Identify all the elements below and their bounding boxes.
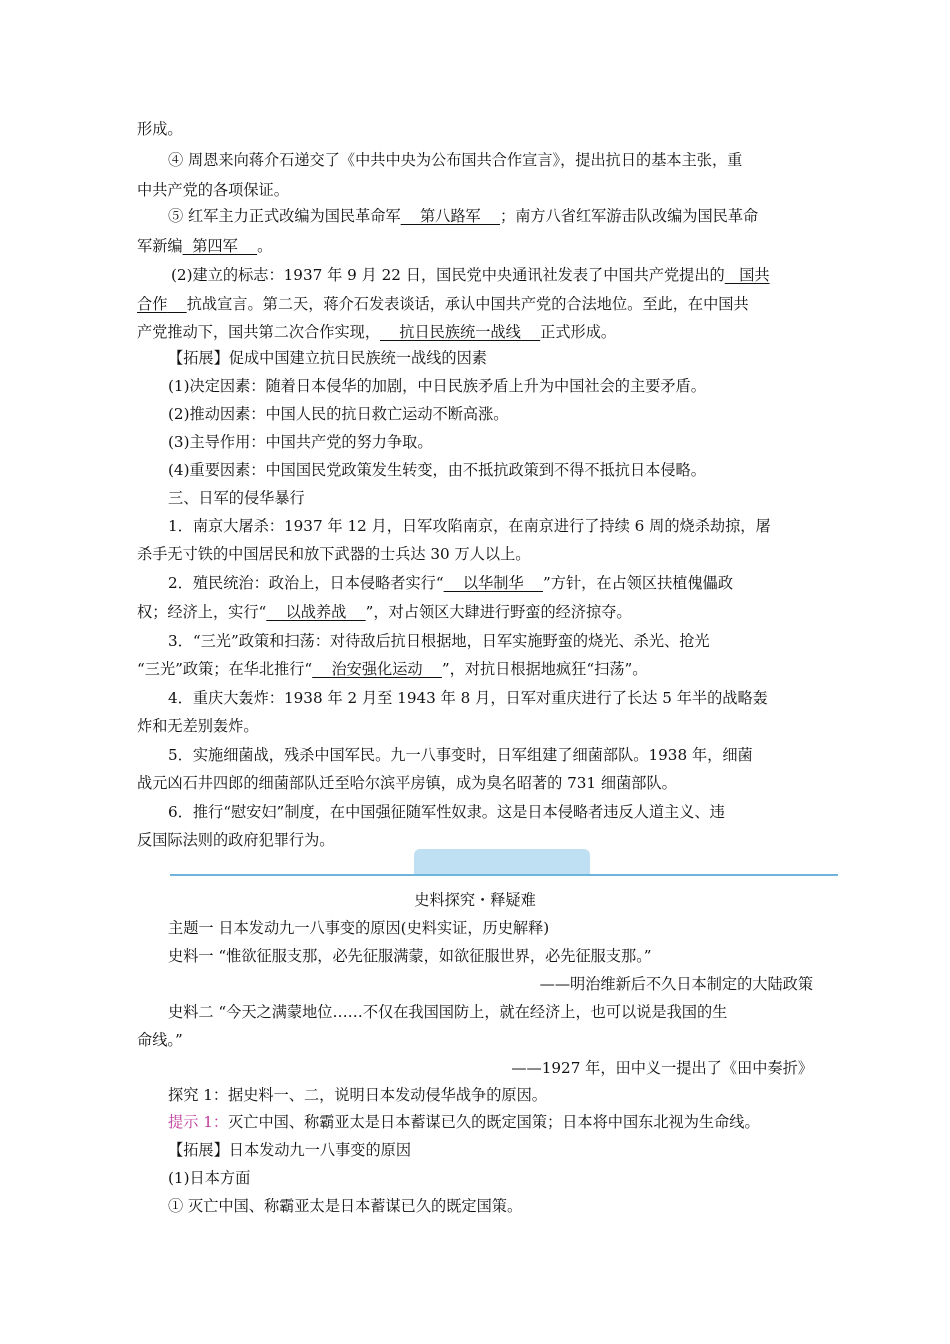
section-heading: 三、日军的侵华暴行 xyxy=(168,489,305,507)
text-line: 中共产党的各项保证。 xyxy=(137,181,289,199)
section-title: 史料探究・释疑难 xyxy=(414,891,536,909)
text-line: 反国际法则的政府犯罪行为。 xyxy=(137,831,335,849)
text-segment: ⑤ 红军主力正式改编为国民革命军 xyxy=(168,207,401,225)
fill-blank-answer: 抗日民族统一战线 xyxy=(380,323,541,341)
text-segment: ；南方八省红军游击队改编为国民革命 xyxy=(500,207,759,225)
text-segment: 抗战宣言。第二天，蒋介石发表谈话，承认中国共产党的合法地位。至此，在中国共 xyxy=(186,295,749,313)
section-divider xyxy=(170,874,838,876)
source-attribution: ——明治维新后不久日本制定的大陆政策 xyxy=(539,975,813,993)
fill-blank-answer: 第四军 xyxy=(182,237,258,255)
text-line: 命线。” xyxy=(137,1031,183,1049)
text-line: 5．实施细菌战，残杀中国军民。九一八事变时，日军组建了细菌部队。1938 年，细菌 xyxy=(168,746,753,764)
fill-blank-answer: 以华制华 xyxy=(443,574,543,592)
text-segment: 灭亡中国、称霸亚太是日本蓄谋已久的既定国策；日本将中国东北视为生命线。 xyxy=(228,1113,760,1131)
text-line xyxy=(168,573,813,593)
fill-blank-answer: 国共 xyxy=(724,266,770,284)
text-line: 战元凶石井四郎的细菌部队迁至哈尔滨平房镇，成为臭名昭著的 731 细菌部队。 xyxy=(137,774,677,792)
text-line: (1)决定因素：随着日本侵华的加剧，中日民族矛盾上升为中国社会的主要矛盾。 xyxy=(168,377,706,395)
section-heading: 【拓展】日本发动九一八事变的原因 xyxy=(168,1141,411,1159)
text-line: 4．重庆大轰炸：1938 年 2 月至 1943 年 8 月，日军对重庆进行了长达 5 年半的战略轰 xyxy=(168,689,768,707)
text-line: 6．推行“慰安妇”制度，在中国强征随军性奴隶。这是日本侵略者违反人道主义、违 xyxy=(168,803,725,821)
text-line xyxy=(137,322,813,342)
section-tab-decoration xyxy=(414,849,590,875)
text-line: ① 灭亡中国、称霸亚太是日本蓄谋已久的既定国策。 xyxy=(168,1197,523,1215)
text-line: (3)主导作用：中国共产党的努力争取。 xyxy=(168,433,433,451)
fill-blank-answer: 第八路军 xyxy=(400,207,501,225)
text-segment: ”，对抗日根据地疯狂“扫荡”。 xyxy=(441,660,648,678)
text-line: 炸和无差别轰炸。 xyxy=(137,717,259,735)
text-segment: 权；经济上，实行“ xyxy=(137,603,267,621)
source-quote: 史料二 “今天之满蒙地位……不仅在我国国防上，就在经济上，也可以说是我国的生 xyxy=(168,1003,728,1021)
text-line: ④ 周恩来向蒋介石递交了《中共中央为公布国共合作宣言》，提出抗日的基本主张，重 xyxy=(168,151,743,169)
text-segment: ”，对占领区大肆进行野蛮的经济掠夺。 xyxy=(365,603,632,621)
fill-blank-answer: 以战养战 xyxy=(266,603,366,621)
text-line xyxy=(137,602,813,622)
fill-blank-answer: 合作 xyxy=(137,295,168,313)
text-line xyxy=(137,236,813,256)
text-line: (2)推动因素：中国人民的抗日救亡运动不断高涨。 xyxy=(168,405,509,423)
source-quote: 史料一 “惟欲征服支那，必先征服满蒙，如欲征服世界，必先征服支那。” xyxy=(168,947,652,965)
text-line: 杀手无寸铁的中国居民和放下武器的士兵达 30 万人以上。 xyxy=(137,545,531,563)
topic-heading: 主题一 日本发动九一八事变的原因(史料实证，历史解释) xyxy=(168,919,550,937)
text-segment: 。 xyxy=(257,237,273,255)
text-line: 3．“三光”政策和扫荡：对待敌后抗日根据地，日军实施野蛮的烧光、杀光、抢光 xyxy=(168,632,710,650)
text-segment: 2．殖民统治：政治上，日本侵略者实行“ xyxy=(168,574,444,592)
hint-label: 提示 1： xyxy=(168,1113,229,1131)
text-segment: “三光”政策；在华北推行“ xyxy=(137,660,313,678)
fill-blank-answer xyxy=(167,295,186,313)
text-line: (4)重要因素：中国国民党政策发生转变，由不抵抗政策到不得不抵抗日本侵略。 xyxy=(168,461,706,479)
fill-blank-answer: 治安强化运动 xyxy=(312,660,442,678)
source-attribution: ——1927 年，田中义一提出了《田中奏折》 xyxy=(511,1059,813,1077)
text-line xyxy=(137,294,813,314)
text-segment: 产党推动下，国共第二次合作实现， xyxy=(137,323,380,341)
text-segment: (2)建立的标志：1937 年 9 月 22 日，国民党中央通讯社发表了中国共产党提出的 xyxy=(171,266,725,284)
text-line xyxy=(171,265,813,285)
text-line xyxy=(168,206,813,226)
text-line: 形成。 xyxy=(137,120,183,138)
text-segment: 正式形成。 xyxy=(540,323,617,341)
text-segment: 军新编 xyxy=(137,237,183,255)
answer-hint-line xyxy=(168,1112,813,1132)
text-line: (1)日本方面 xyxy=(168,1169,251,1187)
section-heading: 【拓展】促成中国建立抗日民族统一战线的因素 xyxy=(168,349,487,367)
text-line xyxy=(137,659,813,679)
text-segment: ”方针，在占领区扶植傀儡政 xyxy=(543,574,734,592)
text-line: 1．南京大屠杀：1937 年 12 月，日军攻陷南京，在南京进行了持续 6 周的烧杀劫掠，屠 xyxy=(168,517,771,535)
question-line: 探究 1：据史料一、二，说明日本发动侵华战争的原因。 xyxy=(168,1086,547,1104)
